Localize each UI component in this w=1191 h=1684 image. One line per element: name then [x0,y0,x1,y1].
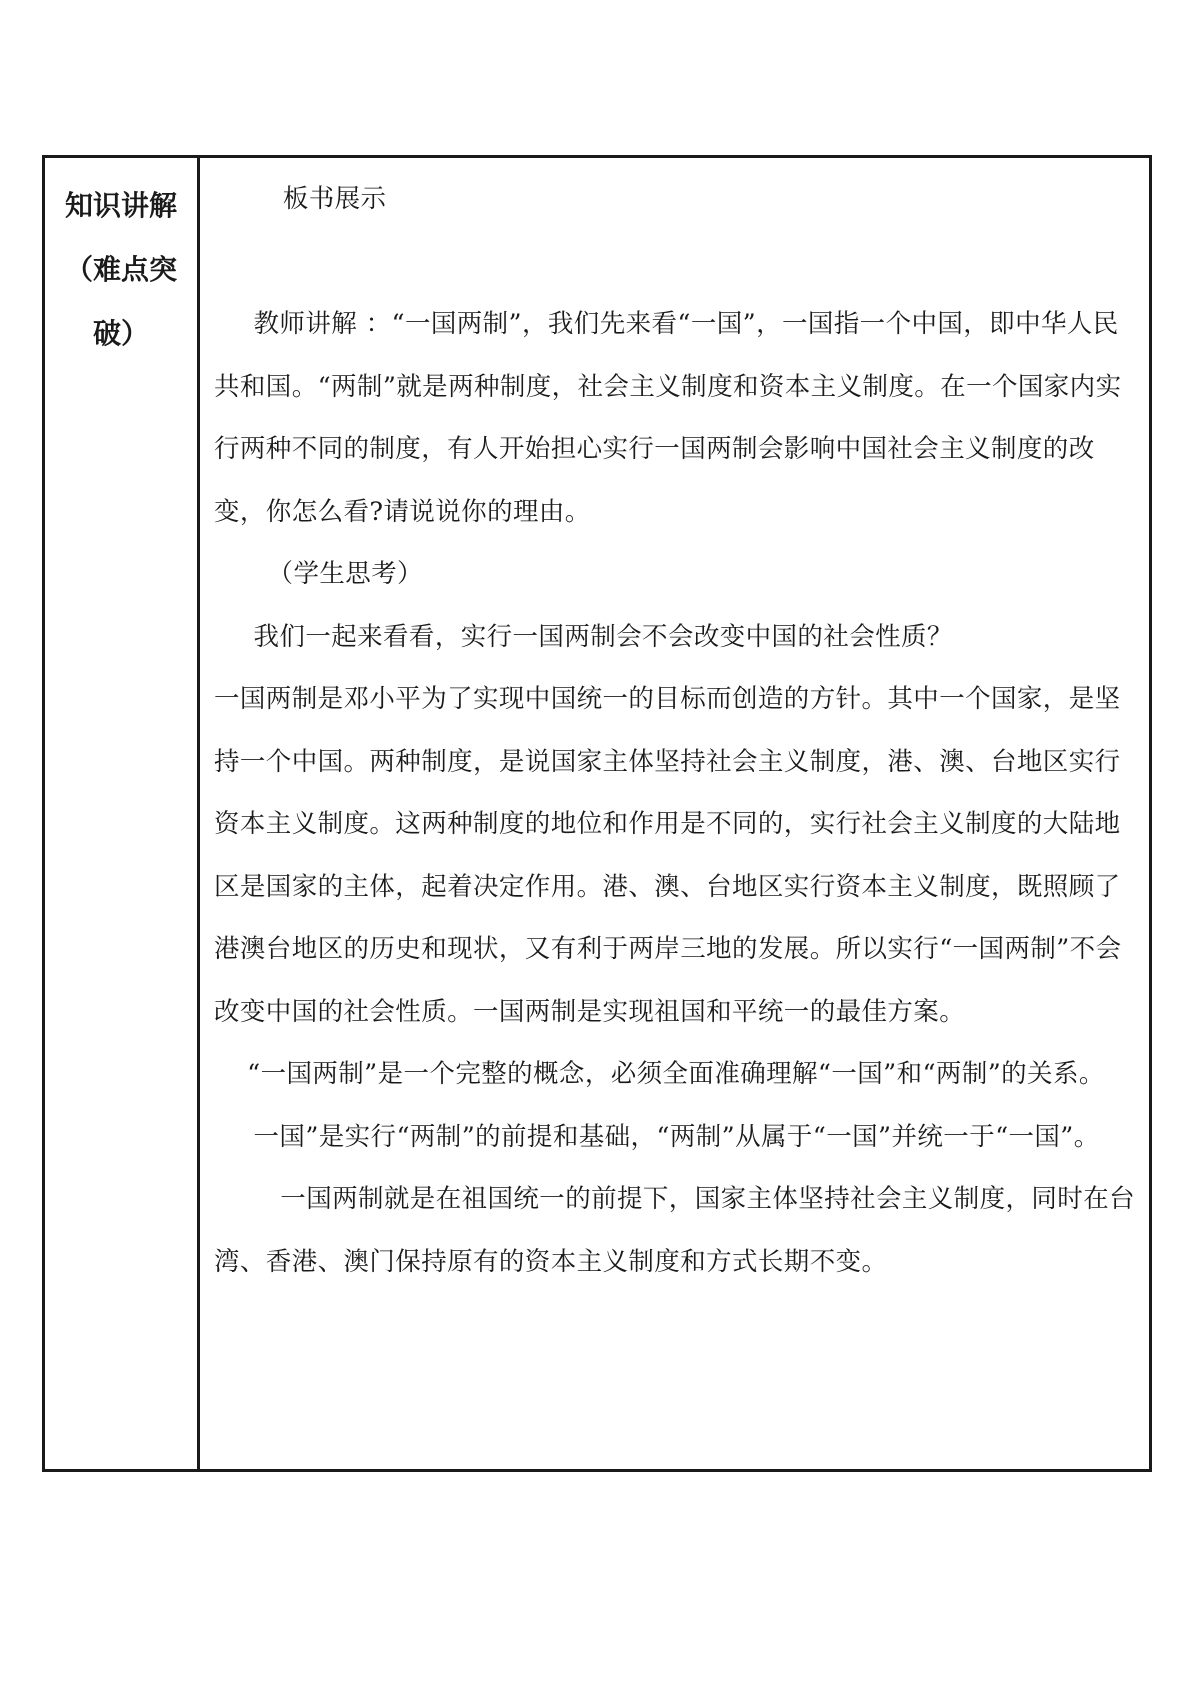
premise-paragraph: 一国”是实行“两制”的前提和基础，“两制”从属于“一国”并统一于“一国”。 [253,1121,1100,1152]
teacher-explanation-paragraph: 教师讲解 ：“一国两制”，我们先来看“一国”，一国指一个中国，即中华人民共和国。“两制”就是两种制度，社会主义制度和资本主义制度。在一个国家内实行两种不同的制度，有人开始担心实行一国两制会影响中国社会主义制度的改变，你怎么看?请说说你的理由。 [214,309,1122,527]
summary-paragraph: 一国两制就是在祖国统一的前提下，国家主体坚持社会主义制度，同时在台湾、香港、澳门保持原有的资本主义制度和方式长期不变。 [214,1184,1135,1277]
section-label-line-3: 破） [92,317,149,350]
section-label-line-2: （难点突 [64,253,177,286]
question-paragraph: 我们一起来看看，实行一国两制会不会改变中国的社会性质？ [253,621,953,652]
blank-line [214,231,1135,294]
lesson-table [42,155,1152,1472]
board-display-heading: 板书展示 [282,184,387,214]
section-label-line-1: 知识讲解 [64,189,177,222]
section-label-cell [45,158,200,1469]
student-thinking-note: （学生思考） [267,559,423,589]
explanation-paragraph: 一国两制是邓小平为了实现中国统一的目标而创造的方针。其中一个国家，是坚持一个中国。两种制度，是说国家主体坚持社会主义制度，港、澳、台地区实行资本主义制度。这两种制度的地位和作用是不同的，实行社会主义制度的大陆地区是国家的主体，起着决定作用。港、澳、台地区实行资本主义制度，既照顾了港澳台地区的历史和现状，又有利于两岸三地的发展。所以实行“一国两制”不会改变中国的社会性质。一国两制是实现祖国和平统一的最佳方案。 [214,684,1122,1027]
content-cell [200,158,1149,1469]
concept-paragraph: “一国两制”是一个完整的概念，必须全面准确理解“一国”和“两制”的关系。 [247,1059,1105,1089]
